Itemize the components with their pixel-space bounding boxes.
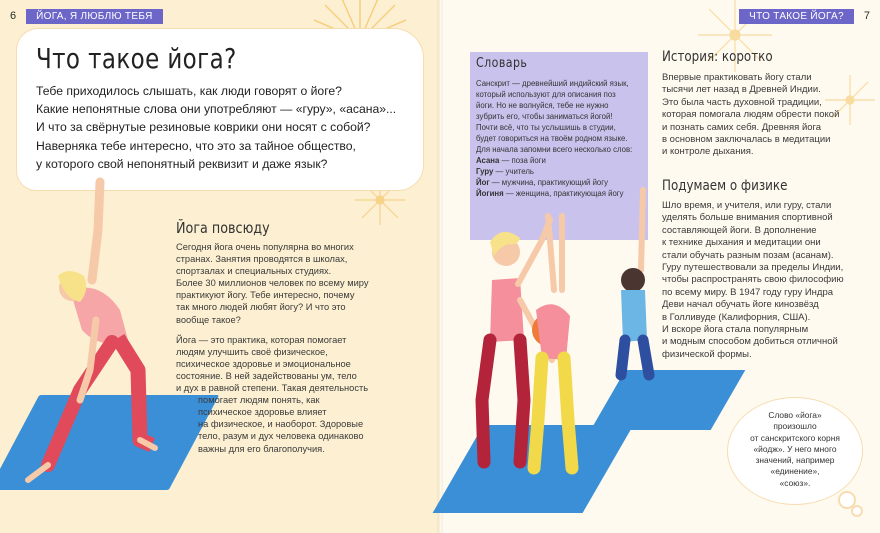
text-line: и дух в равной степени. Такая деятельность [176,383,369,394]
right-page-header [739,6,880,26]
text-line: и контроле дыхания. [662,146,754,158]
intro-text [36,82,416,173]
bubble-tail [853,507,861,515]
text-line: чтобы распространять свою философию [662,274,844,286]
text-line: психическое здоровье и эмоциональное [176,358,351,369]
text-line: значений, например [755,455,835,466]
text-line: странах. Занятия проводятся в школах, [176,254,348,265]
triangle-pose-woman-illustration [20,170,170,490]
yoga-today-text [176,241,386,455]
text-line: произошло [773,421,817,432]
definition: — учитель [493,167,534,176]
vocab-term [476,177,644,188]
text-line: практикуют йогу. Тебе интересно, почему [176,290,355,301]
page-title: Что такое йога? [36,42,237,75]
definition: — мужчина, практикующий йогу [489,178,608,187]
text-line: Это была часть духовной традиции, [662,96,822,108]
page-number: 7 [863,10,870,22]
text-line: Санскрит — древнейший индийский язык, [476,79,629,88]
bubble-tail [840,493,854,507]
text-line: стали обучать разным позам (асанам). [662,249,834,261]
section-heading: История: коротко [662,49,773,65]
vocabulary-text [476,78,644,199]
chapter-tag: ЙОГА, Я ЛЮБЛЮ ТЕБЯ [26,9,162,24]
intro-line: И что за свёрнутые резиновые коврики они носят с собой? [36,120,371,135]
text-line: психическое здоровье влияет [198,407,327,418]
text-line: Почти всё, что ты услышишь в студии, [476,123,616,132]
definition: — женщина, практикующая йогу [503,189,624,198]
book-spine [437,0,443,533]
text-line: от санскритского корня [750,432,840,443]
text-line: в основном заключалась в медитации [662,134,831,146]
text-line: «союз». [779,477,811,488]
teacher-and-girl-illustration [462,200,622,500]
page-number: 6 [10,10,17,22]
text-line: важны для его благополучия. [198,443,325,454]
text-line: людям улучшить своё физическое, [176,346,328,357]
intro-line: Наверняка тебе интересно, что это за тайное общество, [36,138,356,153]
intro-line: Какие непонятные слова они употребляют — «гуру», «асана»... [36,102,397,117]
vocab-term [476,155,644,166]
text-line: йоги. Но не волнуйся, тебе не нужно [476,101,609,110]
text-line: тело, разум и дух человека одинаково [198,431,364,442]
term: Йог [476,178,490,187]
text-line: Шло время, и учителя, или гуру, стали [662,200,832,211]
text-line: в Голливуде (Калифорния, США). [662,311,811,323]
text-line: которая помогала людям обрести покой [662,109,840,121]
vocab-term [476,166,644,177]
intro-line: Тебе приходилось слышать, как люди говорят о йоге? [36,84,342,98]
text-line: на физическое, и наоборот. Здоровые [198,419,364,430]
text-line: «йодж». У него много [753,443,837,454]
left-page-header [0,6,163,26]
fact-bubble-text [740,410,850,489]
term: Гуру [476,167,494,176]
text-line: будет говориться на твоём родном языке. [476,134,628,143]
text-line: составляющей йоги. В дополнение [662,224,817,236]
text-line: «единение», [770,466,820,477]
text-line: который используют для описания поз [476,90,616,99]
text-line: Деви начал обучать йоге кинозвёзд [662,299,819,311]
boy-pose-illustration [605,190,665,380]
section-heading: Подумаем о физике [662,178,788,194]
text-line: Впервые практиковать йогу стали [662,72,812,83]
text-line: состояние. В ней задействованы ум, тело [176,370,357,381]
text-line: спортзалах и специальных студиях. [176,266,332,277]
text-line: уделять больше внимания спортивной [662,212,833,224]
text-line: И вскоре йога стала популярным [662,324,809,336]
text-line: физической формы. [662,348,752,360]
text-line: тысячи лет назад в Древней Индии. [662,84,821,96]
text-line: по всему миру. В 1947 году гуру Индра [662,286,834,298]
text-line: и познать самих себя. Древняя йога [662,121,822,133]
text-line: Йога — это практика, которая помогает [176,334,347,345]
term: Асана [476,156,500,165]
vocabulary-heading: Словарь [476,56,528,71]
text-line: зубрить его, чтобы заниматься йогой! [476,112,613,121]
term: Йогиня [476,189,504,198]
intro-line: у которого свой непонятный реквизит и даже язык? [36,156,328,171]
text-line: и модным способом добиться отличной [662,336,838,348]
text-line: к технике дыхания и медитации они [662,237,821,249]
physics-text [662,200,870,361]
chapter-tag: ЧТО ТАКОЕ ЙОГА? [739,9,854,24]
text-line: Слово «йога» [768,410,822,420]
text-line: Для начала запомни всего несколько слов: [476,145,633,154]
text-line: Сегодня йога очень популярна во многих [176,242,354,252]
text-line: так много людей любят йогу? И что это [176,302,346,313]
history-text [662,72,870,159]
text-line: Гуру путешествовали за пределы Индии, [662,262,844,274]
text-line: помогает людям понять, как [198,395,320,406]
definition: — поза йоги [499,156,546,165]
section-heading: Йога повсюду [176,219,270,237]
text-line: вообще такое? [176,314,241,325]
text-line: Более 30 миллионов человек по всему миру [176,278,369,289]
